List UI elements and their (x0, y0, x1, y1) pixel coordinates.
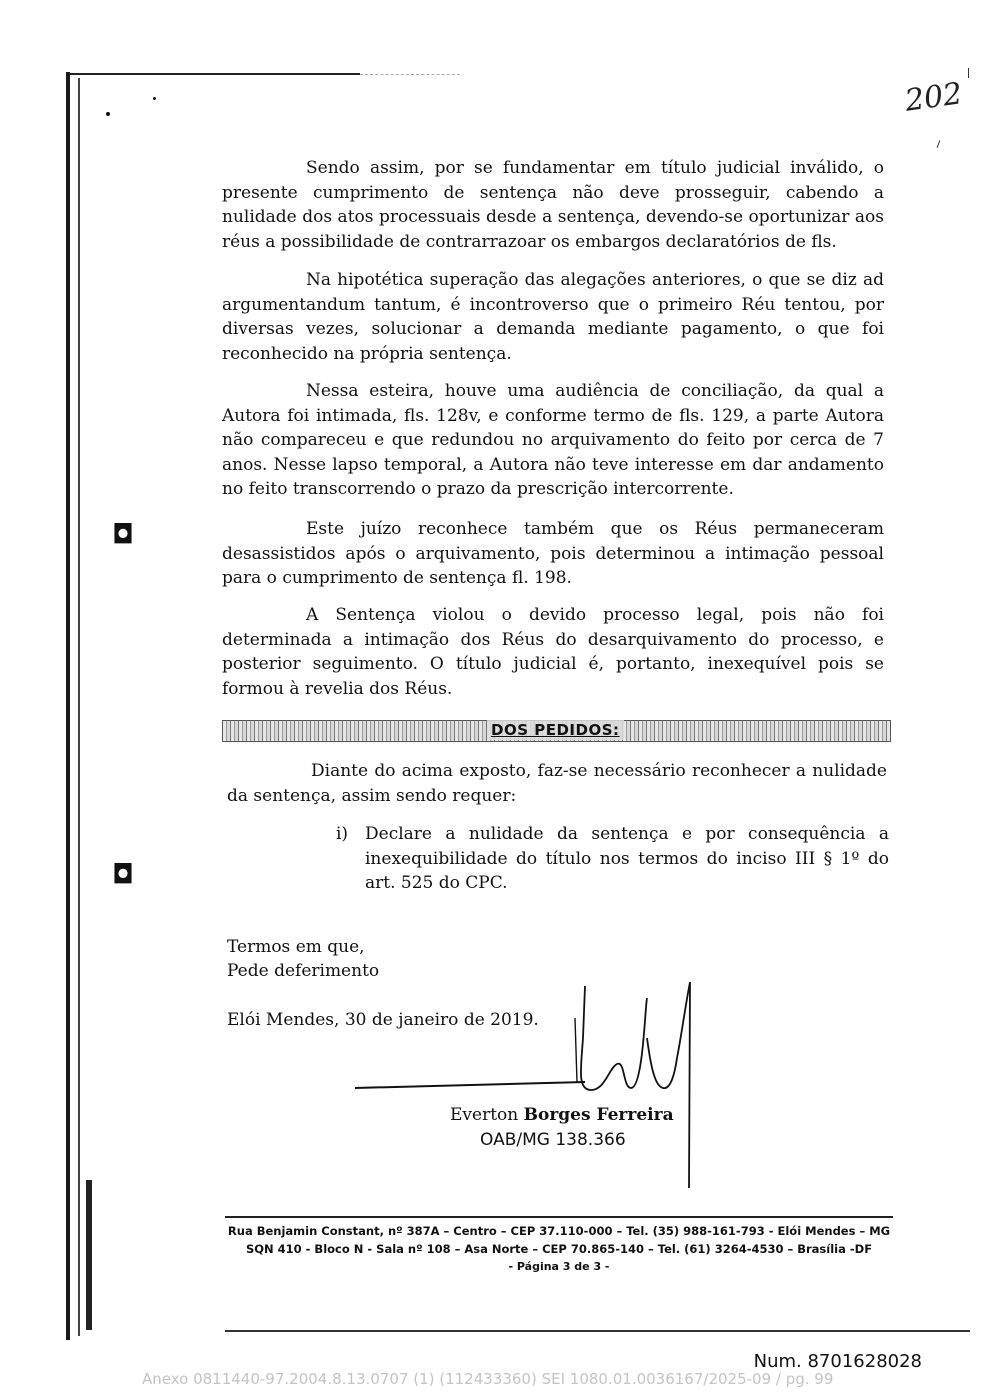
punch-hole-icon: ◘ (112, 520, 134, 550)
section-heading: DOS PEDIDOS: (487, 720, 624, 740)
scan-top-rule (70, 73, 360, 75)
document-number: Num. 8701628028 (753, 1351, 922, 1372)
scan-left-border-bottom (86, 1180, 92, 1330)
paragraph-1: Sendo assim, por se fundamentar em título judicial inválido, o presente cumprimento de sentença não deve prosseguir, cabendo a nulidade dos atos processuais desde a sentença, devendo-se oportunizar aos réus a possibilidade de contrarrazoar os embargos declaratórios de fls. (222, 158, 884, 252)
paragraph-2: Na hipotética superação das alegações anteriores, o que se diz ad argumentandum tantum, é incontroverso que o primeiro Réu tentou, por diversas vezes, solucionar a demanda mediante pagamento, o que foi reconhecido na própria sentença. (222, 270, 884, 364)
paragraph-3: Nessa esteira, houve uma audiência de conciliação, da qual a Autora foi intimada, fls. 128v, e conforme termo de fls. 129, a parte Autora não compareceu e que redundou no arquivamento do feito por cerca de 7 anos. Nesse lapso temporal, a Autora não teve interesse em dar andamento no feito transcorrendo o prazo da prescrição intercorrente. (222, 381, 884, 499)
scan-tick (937, 140, 941, 148)
request-intro: Diante do acima exposto, faz-se necessário reconhecer a nulidade da sentença, assim sendo requer: (227, 761, 887, 806)
handwritten-page-number: 202 (902, 76, 965, 119)
closing-line-2: Pede deferimento (227, 961, 380, 981)
signer-name (450, 1103, 674, 1127)
closing-line-1: Termos em que, (227, 937, 365, 957)
paragraph-4: Este juízo reconhece também que os Réus permaneceram desassistidos após o arquivamento, pois determinou a intimação pessoal para o cumprimento de sentença fl. 198. (222, 519, 884, 588)
scan-dot (106, 112, 110, 116)
signer-name-bold: Borges Ferreira (523, 1105, 674, 1125)
signer-name-regular: Everton (450, 1105, 524, 1125)
punch-hole-icon: ◘ (112, 860, 134, 890)
place-date: Elói Mendes, 30 de janeiro de 2019. (227, 1010, 539, 1030)
scan-tick (968, 68, 969, 78)
scan-left-border-inner (78, 78, 80, 1336)
signer-oab: OAB/MG 138.366 (480, 1130, 626, 1150)
footer-rule (225, 1216, 893, 1218)
footer-address-2: SQN 410 - Bloco N - Sala nº 108 – Asa Norte – CEP 70.865-140 – Tel. (61) 3264-4530 – Brasília -DF (245, 1242, 873, 1256)
paragraph-5: A Sentença violou o devido processo legal, pois não foi determinada a intimação dos Réus do desarquivamento do processo, e posterior seguimento. O título judicial é, portanto, inexequível pois se formou à revelia dos Réus. (222, 605, 884, 699)
request-item-marker: i) (336, 824, 349, 844)
footer-page-indicator: - Página 3 de 3 - (508, 1260, 610, 1273)
scan-dot (153, 97, 156, 100)
request-item-text: Declare a nulidade da sentença e por consequência a inexequibilidade do título nos termos do inciso III § 1º do art. 525 do CPC. (365, 824, 889, 893)
footer-address-1: Rua Benjamin Constant, nº 387A – Centro – CEP 37.110-000 – Tel. (35) 988-161-793 - Elói Mendes – MG (227, 1224, 891, 1238)
scan-left-border (66, 72, 70, 1340)
handwritten-signature (355, 978, 715, 1198)
annex-reference: Anexo 0811440-97.2004.8.13.0707 (1) (112433360) SEI 1080.01.0036167/2025-09 / pg. 99 (142, 1370, 834, 1388)
bottom-rule (225, 1330, 970, 1332)
scan-top-rule-faint (360, 74, 460, 76)
